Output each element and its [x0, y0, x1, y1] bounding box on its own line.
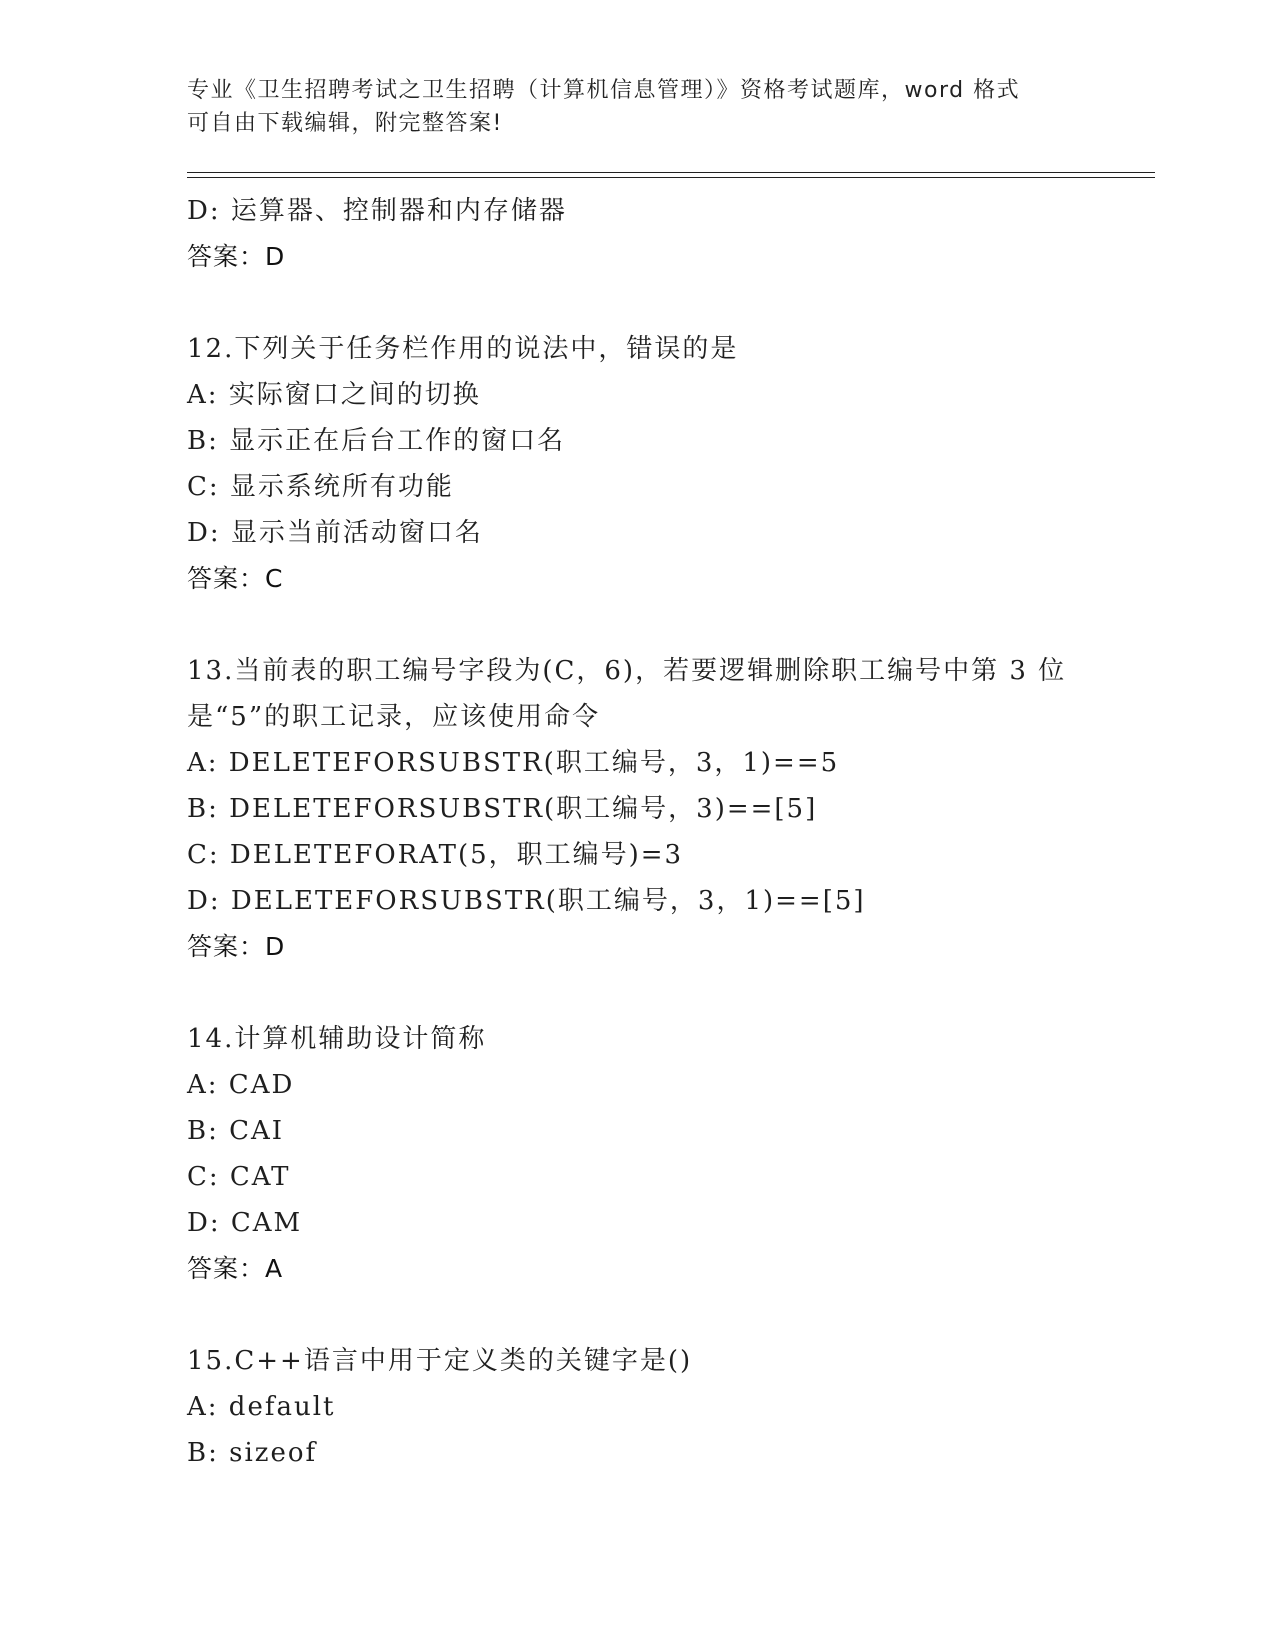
option-b: B: DELETEFORSUBSTR(职工编号，3)==[5] [187, 794, 818, 824]
answer: 答案：D [187, 242, 286, 271]
question-stem: 12.下列关于任务栏作用的说法中，错误的是 [187, 334, 739, 364]
spacer [187, 280, 1155, 326]
header-divider-top [187, 172, 1155, 173]
option-d: D: 显示当前活动窗口名 [187, 518, 483, 548]
option-b: B: CAI [187, 1116, 285, 1146]
option-d: D: DELETEFORSUBSTR(职工编号，3，1)==[5] [187, 886, 866, 916]
option-c: C: CAT [187, 1162, 291, 1192]
spacer [187, 970, 1155, 1016]
option-d: D: CAM [187, 1208, 303, 1238]
option-a: A: 实际窗口之间的切换 [187, 380, 481, 410]
option-d: D: 运算器、控制器和内存储器 [187, 196, 567, 226]
answer: 答案：C [187, 564, 284, 593]
option-a: A: DELETEFORSUBSTR(职工编号，3，1)==5 [187, 748, 840, 778]
question-stem: 13.当前表的职工编号字段为(C，6)，若要逻辑删除职工编号中第 3 位 [187, 656, 1067, 686]
header-line-1: 专业《卫生招聘考试之卫生招聘（计算机信息管理）》资格考试题库，word 格式 [187, 78, 1021, 103]
question-stem-continued: 是“5”的职工记录，应该使用命令 [187, 702, 601, 732]
question-list [187, 188, 1155, 1476]
option-b: B: 显示正在后台工作的窗口名 [187, 426, 566, 456]
answer: 答案：A [187, 1254, 284, 1283]
question-stem: 15.C++语言中用于定义类的关键字是() [187, 1346, 693, 1376]
header-divider-bottom [187, 177, 1155, 178]
option-a: A: default [187, 1392, 336, 1422]
header-line-2: 可自由下载编辑，附完整答案! [187, 111, 503, 136]
document-header [187, 74, 1087, 140]
spacer [187, 602, 1155, 648]
question-stem: 14.计算机辅助设计简称 [187, 1024, 487, 1054]
option-b: B: sizeof [187, 1438, 318, 1468]
option-a: A: CAD [187, 1070, 295, 1100]
spacer [187, 1292, 1155, 1338]
answer: 答案：D [187, 932, 286, 961]
option-c: C: DELETEFORAT(5，职工编号)=3 [187, 840, 684, 870]
option-c: C: 显示系统所有功能 [187, 472, 454, 502]
